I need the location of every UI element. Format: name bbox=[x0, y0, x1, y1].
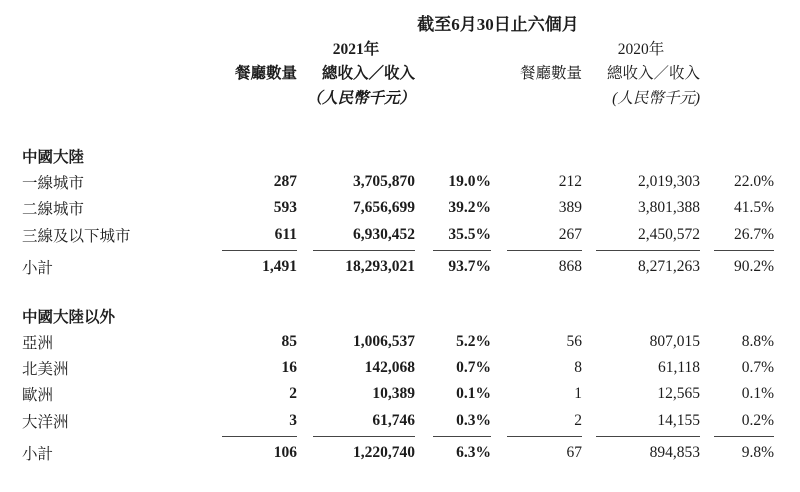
cell-revenue-2021: 18,293,021 bbox=[345, 258, 415, 275]
cell-revenue-2020: 2,019,303 bbox=[638, 173, 700, 190]
spacer-cell bbox=[415, 36, 491, 60]
cell-pct-2021: 0.3% bbox=[456, 411, 491, 429]
cell-revenue-2020: 894,853 bbox=[649, 444, 700, 461]
cell-count-2021: 2 bbox=[289, 385, 297, 402]
cell-count-2021: 593 bbox=[273, 199, 297, 216]
cell-revenue-2021: 1,006,537 bbox=[353, 333, 415, 350]
table-row-asia bbox=[22, 329, 774, 355]
cell-revenue-2021: 3,705,870 bbox=[353, 173, 415, 190]
cell-pct-2020: 41.5% bbox=[733, 199, 774, 216]
cell-revenue-2020: 807,015 bbox=[649, 333, 700, 350]
spacer-cell bbox=[22, 84, 222, 110]
spacer-cell bbox=[700, 36, 774, 60]
row-label: 歐洲 bbox=[22, 387, 54, 404]
year-2021-label: 2021年 bbox=[332, 41, 380, 58]
subtotal-row-outside-mainland bbox=[22, 440, 774, 466]
cell-pct-2020: 0.2% bbox=[741, 411, 774, 429]
cell-pct-2021: 5.2% bbox=[456, 333, 491, 350]
cell-pct-2021: 39.2% bbox=[448, 199, 491, 216]
cell-pct-2021: 0.7% bbox=[456, 359, 491, 376]
cell-pct-2020: 0.1% bbox=[741, 385, 774, 402]
cell-count-2020: 868 bbox=[558, 258, 582, 275]
table-row-third-tier-cities bbox=[22, 221, 774, 248]
table-row-first-tier-cities bbox=[22, 169, 774, 195]
unit-header-row bbox=[22, 84, 774, 110]
table-row-second-tier-cities bbox=[22, 195, 774, 221]
cell-revenue-2021: 10,389 bbox=[372, 385, 415, 402]
cell-pct-2020: 9.8% bbox=[741, 444, 774, 461]
header-revenue-2020: 總收入／收入 bbox=[606, 65, 700, 82]
header-restaurants-2020: 餐廳數量 bbox=[519, 65, 582, 82]
cell-count-2020: 56 bbox=[566, 333, 582, 350]
subtotal-row-mainland bbox=[22, 254, 774, 280]
section-title: 中國大陸 bbox=[22, 149, 85, 166]
spacer-cell bbox=[415, 60, 491, 84]
table-row-north-america bbox=[22, 355, 774, 381]
spacer-row bbox=[22, 280, 774, 303]
year-header-row bbox=[22, 36, 774, 60]
spacer-cell bbox=[222, 84, 297, 110]
spacer-cell bbox=[222, 143, 774, 169]
table-row-oceania bbox=[22, 407, 774, 434]
cell-revenue-2021: 61,746 bbox=[372, 411, 415, 429]
cell-revenue-2021: 1,220,740 bbox=[353, 444, 415, 461]
row-label: 小計 bbox=[22, 446, 54, 463]
section-header-mainland-china bbox=[22, 143, 774, 169]
row-label: 大洋洲 bbox=[22, 413, 69, 431]
cell-revenue-2021: 142,068 bbox=[364, 359, 415, 376]
cell-pct-2021: 0.1% bbox=[456, 385, 491, 402]
revenue-by-region-table bbox=[22, 36, 774, 466]
cell-count-2021: 106 bbox=[273, 444, 297, 461]
spacer-cell bbox=[491, 84, 582, 110]
row-label: 一線城市 bbox=[22, 175, 85, 192]
spacer-cell bbox=[222, 36, 297, 60]
cell-count-2021: 287 bbox=[273, 173, 297, 190]
cell-revenue-2020: 8,271,263 bbox=[638, 258, 700, 275]
cell-pct-2021: 6.3% bbox=[456, 444, 491, 461]
cell-count-2020: 212 bbox=[558, 173, 582, 190]
row-label: 二線城市 bbox=[22, 201, 85, 218]
cell-pct-2021: 35.5% bbox=[448, 225, 491, 243]
cell-count-2021: 16 bbox=[281, 359, 297, 376]
cell-pct-2020: 22.0% bbox=[733, 173, 774, 190]
spacer-row bbox=[22, 110, 774, 143]
cell-pct-2021: 93.7% bbox=[448, 258, 491, 275]
spacer-cell bbox=[222, 303, 774, 329]
spacer-cell bbox=[22, 60, 222, 84]
spacer-cell bbox=[491, 36, 582, 60]
cell-pct-2021: 19.0% bbox=[448, 173, 491, 190]
cell-revenue-2020: 61,118 bbox=[657, 359, 700, 376]
cell-count-2020: 67 bbox=[566, 444, 582, 461]
cell-revenue-2021: 6,930,452 bbox=[353, 225, 415, 243]
cell-count-2020: 267 bbox=[558, 225, 582, 243]
spacer-cell bbox=[700, 60, 774, 84]
cell-pct-2020: 90.2% bbox=[733, 258, 774, 275]
cell-count-2021: 611 bbox=[274, 225, 297, 243]
cell-pct-2020: 8.8% bbox=[741, 333, 774, 350]
table-row-europe bbox=[22, 381, 774, 407]
cell-revenue-2020: 14,155 bbox=[657, 411, 700, 429]
unit-2020: (人民幣千元) bbox=[612, 90, 700, 107]
section-header-outside-mainland bbox=[22, 303, 774, 329]
cell-count-2020: 2 bbox=[574, 411, 582, 429]
column-header-row bbox=[22, 60, 774, 84]
spacer-cell bbox=[22, 36, 222, 60]
row-label: 北美洲 bbox=[22, 361, 69, 378]
cell-count-2021: 85 bbox=[281, 333, 297, 350]
cell-count-2021: 1,491 bbox=[262, 258, 297, 275]
year-2020-label: 2020年 bbox=[617, 41, 665, 58]
cell-revenue-2020: 3,801,388 bbox=[638, 199, 700, 216]
cell-count-2020: 1 bbox=[574, 385, 582, 402]
cell-count-2020: 389 bbox=[558, 199, 582, 216]
spacer-cell bbox=[700, 84, 774, 110]
cell-revenue-2020: 12,565 bbox=[657, 385, 700, 402]
spacer-cell bbox=[415, 84, 491, 110]
cell-revenue-2020: 2,450,572 bbox=[638, 225, 700, 243]
cell-count-2021: 3 bbox=[289, 411, 297, 429]
row-label: 小計 bbox=[22, 260, 54, 277]
cell-count-2020: 8 bbox=[574, 359, 582, 376]
header-restaurants-2021: 餐廳數量 bbox=[234, 65, 297, 82]
unit-2021: （人民幣千元） bbox=[306, 90, 415, 107]
table-title: 截至6月30日止六個月 bbox=[417, 15, 579, 34]
cell-pct-2020: 0.7% bbox=[741, 359, 774, 376]
section-title: 中國大陸以外 bbox=[22, 309, 116, 326]
cell-revenue-2021: 7,656,699 bbox=[353, 199, 415, 216]
cell-pct-2020: 26.7% bbox=[733, 225, 774, 243]
row-label: 三線及以下城市 bbox=[22, 227, 131, 245]
row-label: 亞洲 bbox=[22, 335, 54, 352]
header-revenue-2021: 總收入／收入 bbox=[321, 65, 415, 82]
